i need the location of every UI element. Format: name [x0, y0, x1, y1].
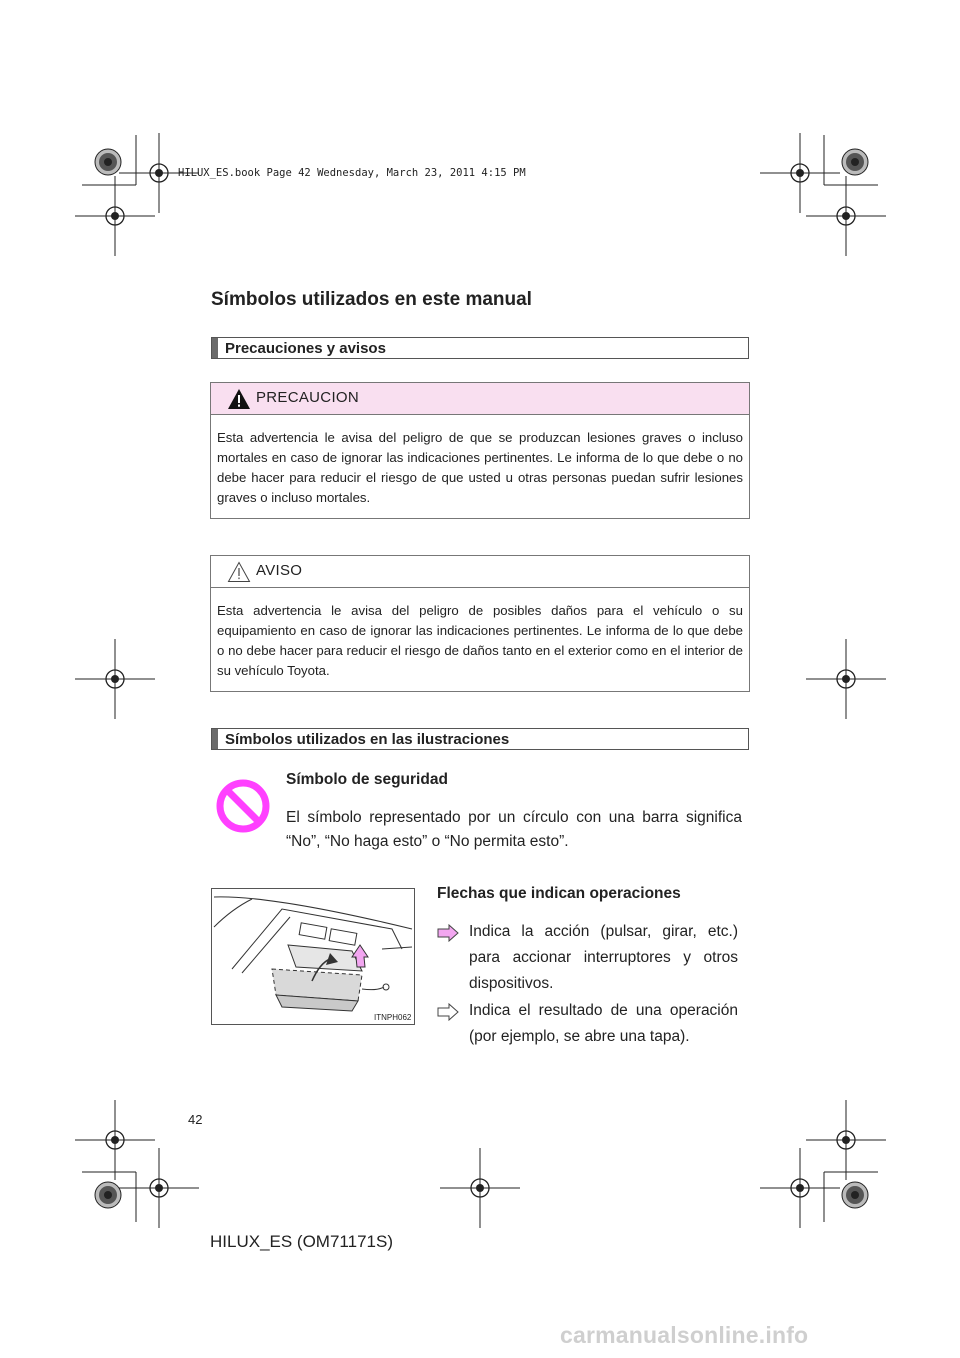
action-arrow-icon	[437, 924, 459, 942]
watermark: carmanualsonline.info	[560, 1322, 809, 1348]
safety-symbol-heading: Símbolo de seguridad	[286, 771, 448, 788]
section-title: Precauciones y avisos	[225, 340, 386, 357]
footer-code: HILUX_ES (OM71171S)	[210, 1232, 393, 1251]
warning-outline-icon	[227, 561, 251, 583]
section-header-precautions	[211, 337, 749, 359]
result-arrow-icon	[437, 1003, 459, 1021]
notice-label: AVISO	[256, 562, 303, 579]
caution-text: Esta advertencia le avisa del peligro de que se produzcan lesiones graves o incluso mortales en caso de ignorar las indicaciones pertinentes. Le informa de lo que debe o no debe hacer para reducir el riesgo de que usted u otras personas puedan sufrir lesiones graves o incluso mortales.	[217, 430, 743, 505]
page-number: 42	[188, 1112, 203, 1127]
notice-header	[211, 556, 749, 588]
figure-code: ITNPH062	[374, 1013, 412, 1022]
console-drawing	[212, 889, 414, 1024]
illustration-overhead-console	[211, 888, 415, 1025]
section-header-illustrations	[211, 728, 749, 750]
warning-filled-icon	[227, 388, 251, 410]
action-arrow-text: Indica la acción (pulsar, girar, etc.) para accionar interruptores y otros dispositivos.	[469, 923, 738, 992]
page-title: Símbolos utilizados en este manual	[211, 289, 532, 310]
arrows-heading: Flechas que indican operaciones	[437, 885, 681, 902]
result-arrow-text: Indica el resultado de una operación (por ejemplo, se abre una tapa).	[469, 1002, 738, 1045]
safety-symbol-text: El símbolo representado por un círculo con una barra significa “No”, “No haga esto” o “No permita esto”.	[286, 809, 742, 850]
section-accent	[212, 338, 218, 358]
header-stamp: HILUX_ES.book Page 42 Wednesday, March 23, 2011 4:15 PM	[178, 167, 526, 179]
section-title: Símbolos utilizados en las ilustraciones	[225, 731, 510, 748]
notice-box	[210, 555, 750, 692]
caution-box	[210, 382, 750, 519]
section-accent	[212, 729, 218, 749]
caution-header	[211, 383, 749, 415]
notice-text: Esta advertencia le avisa del peligro de posibles daños para el vehículo o su equipamiento en caso de ignorar las indicaciones pertinentes. Le informa de lo que debe o no debe hacer para reducir el riesgo de daños tanto en el exterior como en el interior de su vehículo Toyota.	[217, 603, 743, 678]
prohibition-icon	[215, 778, 271, 834]
caution-label: PRECAUCION	[256, 389, 360, 406]
